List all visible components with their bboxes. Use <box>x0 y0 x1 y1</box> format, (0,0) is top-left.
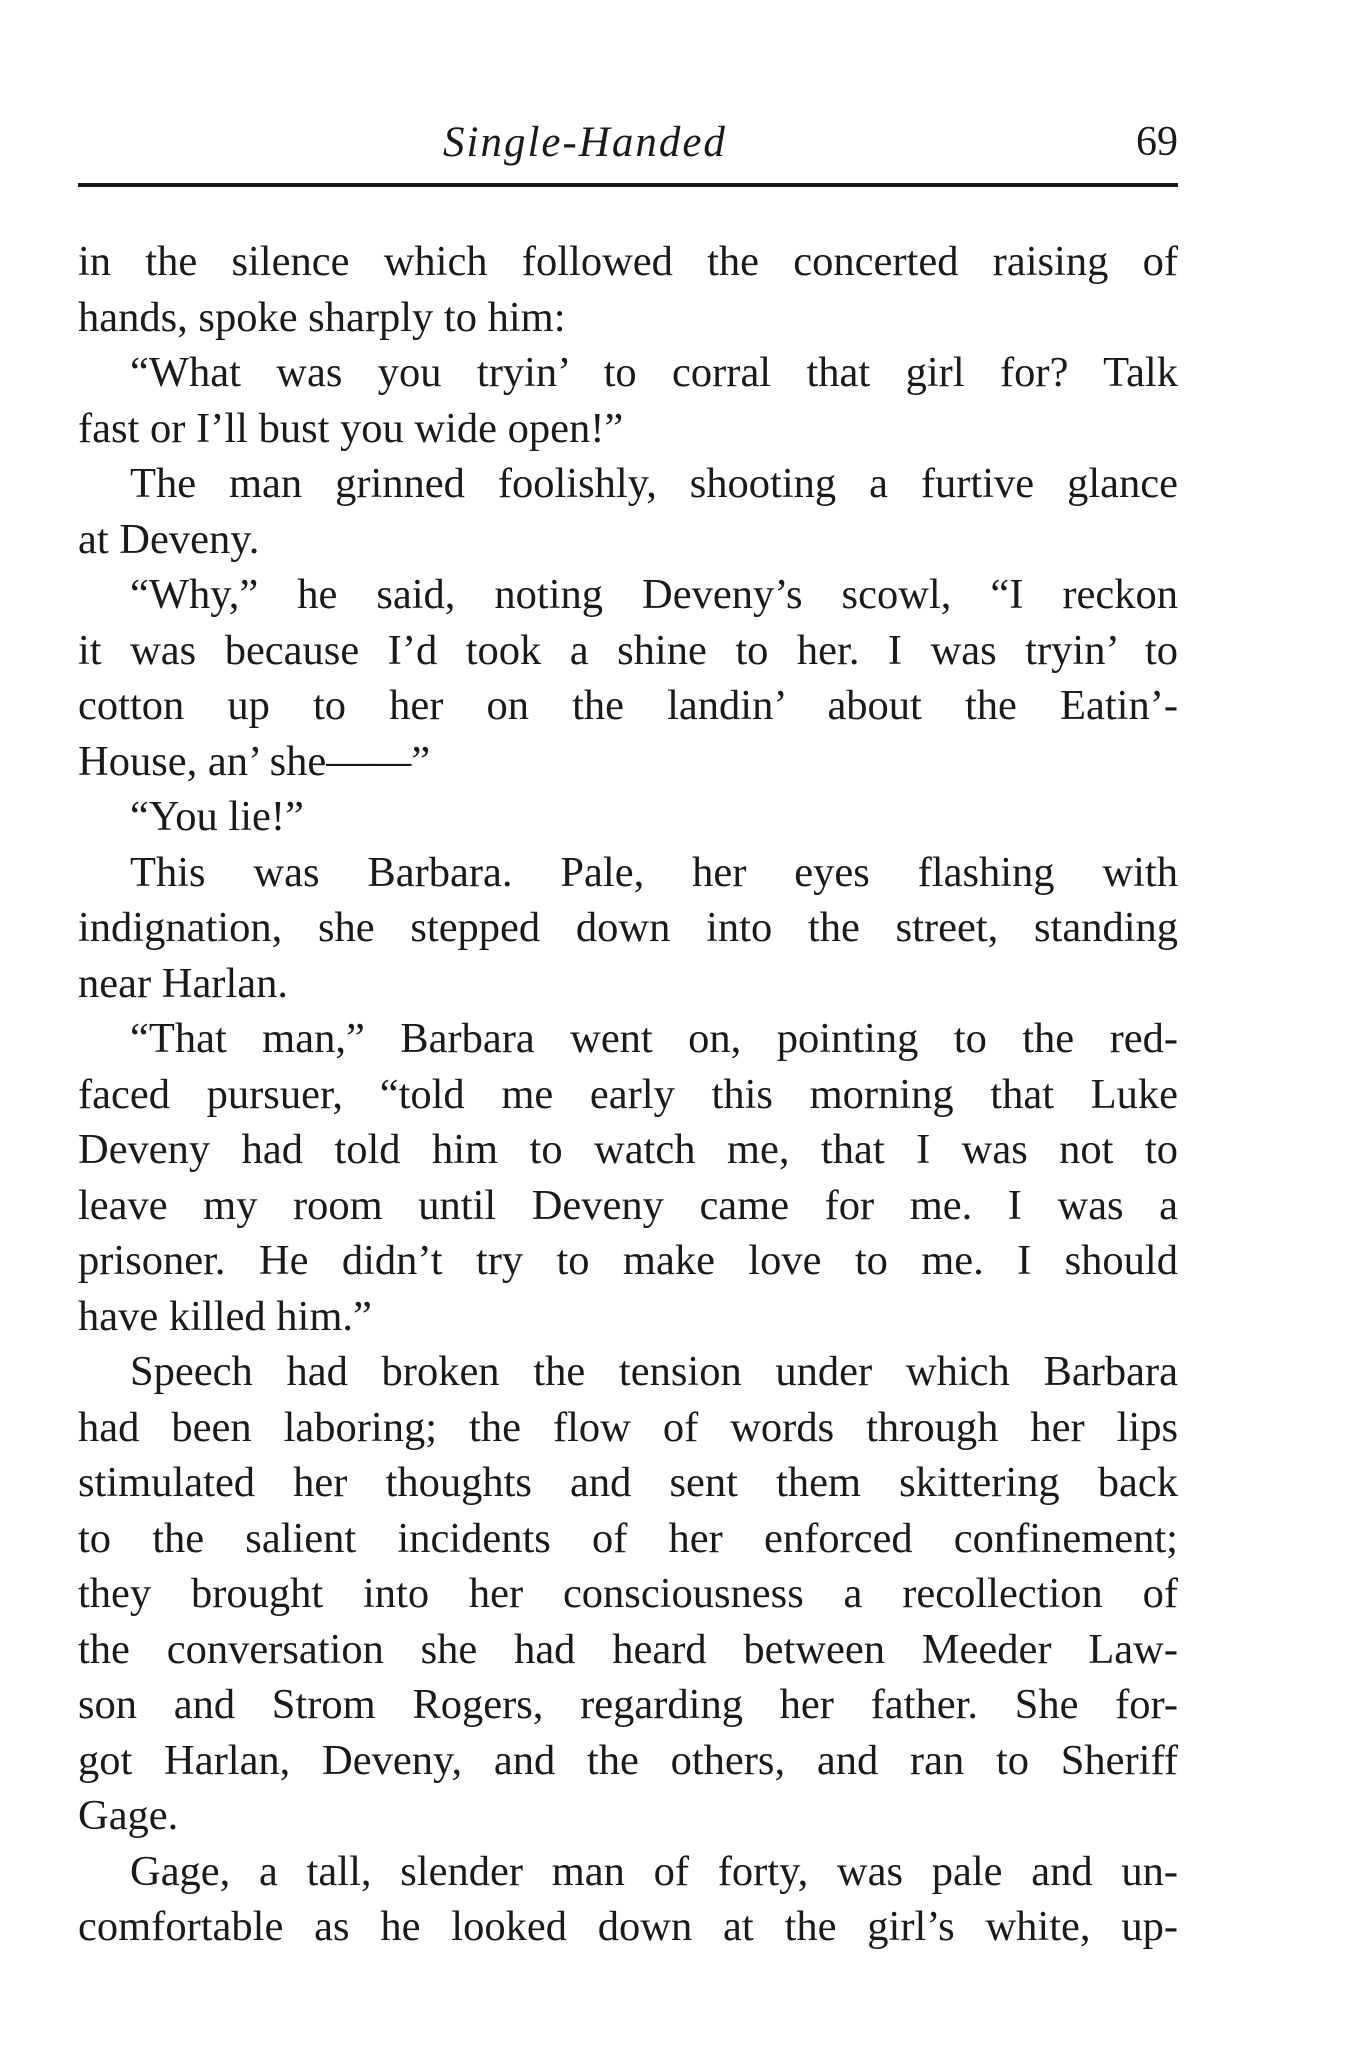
text-line: Speech had broken the tension under which Barbara <box>130 1348 1178 1395</box>
text-line: to the salient incidents of her enforced confinement; <box>78 1514 1178 1562</box>
text-line: The man grinned foolishly, shooting a furtive glance <box>130 460 1178 507</box>
text-line: have killed him.” <box>78 1292 372 1340</box>
text-line: Gage. <box>78 1792 179 1839</box>
text-line: at Deveny. <box>78 515 260 563</box>
text-line: comfortable as he looked down at the girl’s white, up- <box>78 1903 1178 1950</box>
text-line: faced pursuer, “told me early this morning that Luke <box>78 1070 1178 1118</box>
text-line: cotton up to her on the landin’ about the Eatin’- <box>78 682 1178 729</box>
text-line: leave my room until Deveny came for me. I was a <box>78 1181 1178 1229</box>
text-line: the conversation she had heard between Meeder Law- <box>78 1625 1178 1673</box>
header-rule <box>78 183 1178 187</box>
text-line: “That man,” Barbara went on, pointing to the red- <box>130 1015 1178 1062</box>
text-line: near Harlan. <box>78 959 289 1007</box>
text-line: in the silence which followed the concerted raising of <box>78 238 1178 285</box>
text-line: Deveny had told him to watch me, that I was not to <box>78 1126 1178 1173</box>
running-title: Single-Handed <box>443 119 727 166</box>
text-line: House, an’ she——” <box>78 737 431 785</box>
page-number: 69 <box>1136 119 1178 165</box>
text-line: hands, spoke sharply to him: <box>78 293 566 341</box>
running-head <box>78 118 1178 178</box>
text-line: they brought into her consciousness a recollection of <box>78 1570 1178 1617</box>
text-line: fast or I’ll bust you wide open!” <box>78 404 624 452</box>
text-line: “Why,” he said, noting Deveny’s scowl, “I reckon <box>130 571 1178 618</box>
text-line: it was because I’d took a shine to her. I was tryin’ to <box>78 626 1178 674</box>
text-line: This was Barbara. Pale, her eyes flashing with <box>130 848 1178 896</box>
text-line: indignation, she stepped down into the street, standing <box>78 904 1178 951</box>
text-line: “You lie!” <box>130 793 304 840</box>
text-line: stimulated her thoughts and sent them skittering back <box>78 1459 1178 1506</box>
text-line: Gage, a tall, slender man of forty, was pale and un- <box>130 1847 1178 1895</box>
body-text <box>78 234 1178 1955</box>
text-line: “What was you tryin’ to corral that girl for? Talk <box>130 349 1178 396</box>
text-line: got Harlan, Deveny, and the others, and ran to Sheriff <box>78 1736 1178 1784</box>
text-line: prisoner. He didn’t try to make love to me. I should <box>78 1237 1178 1284</box>
text-line: son and Strom Rogers, regarding her father. She for- <box>78 1681 1178 1728</box>
text-line: had been laboring; the flow of words through her lips <box>78 1403 1178 1451</box>
